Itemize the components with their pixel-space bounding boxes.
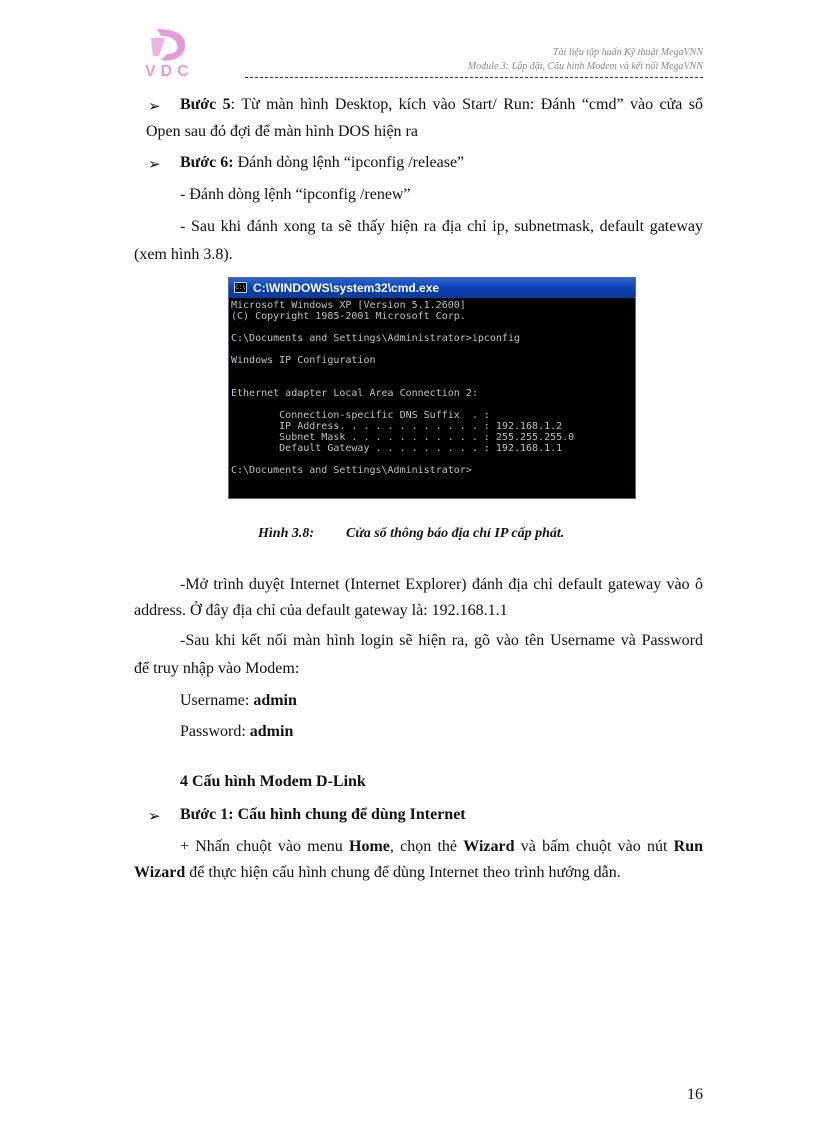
browser-line2: address. Ở đây địa chỉ của default gateway là: 192.168.1.1 [134, 602, 508, 619]
login-line1: -Sau khi kết nối màn hình login sẽ hiện ra, gõ vào tên Username và Password [180, 632, 703, 649]
plus-text-4: để thực hiện cấu hình chung để dùng Internet theo trình hướng dẫn. [185, 864, 621, 881]
console-line [231, 366, 635, 377]
vdc-logo [143, 26, 205, 78]
cmd-title: C:\WINDOWS\system32\cmd.exe [253, 281, 440, 295]
browser-line1: -Mở trình duyệt Internet (Internet Explorer) đánh địa chỉ default gateway vào ô [180, 576, 703, 593]
console-line: Subnet Mask . . . . . . . . . . . : 255.255.255.0 [231, 432, 575, 443]
console-line: Ethernet adapter Local Area Connection 2: [231, 388, 478, 399]
section-heading: 4 Cấu hình Modem D-Link [180, 773, 366, 790]
console-line: C:\Documents and Settings\Administrator>ipconfig [231, 333, 520, 344]
cmd-title-bar [229, 278, 635, 298]
username-value: admin [253, 692, 297, 709]
console-line: Connection-specific DNS Suffix . : [231, 410, 490, 421]
cmd-console-output [229, 298, 635, 476]
step5-line2: Open sau đó đợi để màn hình DOS hiện ra [146, 123, 418, 140]
console-line: Default Gateway . . . . . . . . . : 192.168.1.1 [231, 443, 563, 454]
header-divider [245, 77, 703, 78]
plus-text-1: + Nhấn chuột vào menu [180, 838, 350, 855]
console-line [231, 344, 635, 355]
after-line1: - Sau khi đánh xong ta sẽ thấy hiện ra địa chỉ ip, subnetmask, default gateway [180, 218, 703, 235]
after-line2: (xem hình 3.8). [134, 246, 233, 263]
plus-bold-wizard: Wizard [463, 838, 515, 855]
svg-text:VDC: VDC [145, 63, 194, 78]
password-label: Password: [180, 723, 250, 740]
step6-label: Bước 6: [180, 154, 234, 171]
username-label: Username: [180, 692, 254, 709]
console-line [231, 399, 635, 410]
figure-label: Hình 3.8: [258, 526, 315, 541]
console-line: C:\Documents and Settings\Administrator> [231, 465, 472, 476]
header-line-2: Module 3: Lắp đặt, Cấu hình Modem và kết nối MegaVNN [467, 61, 703, 72]
console-line: (C) Copyright 1985-2001 Microsoft Corp. [231, 311, 466, 322]
console-line: IP Address. . . . . . . . . . . . : 192.168.1.2 [231, 421, 563, 432]
step6-text: Đánh dòng lệnh “ipconfig /release” [233, 154, 465, 171]
figure-caption: Cửa sổ thông báo địa chỉ IP cấp phát. [346, 526, 565, 541]
console-line: Windows IP Configuration [231, 355, 376, 366]
plus-line2 [134, 858, 703, 888]
console-line [231, 377, 635, 388]
cmd-window-icon: C:\ [235, 284, 246, 291]
bullet-arrow-icon: ➢ [148, 157, 161, 173]
bullet-arrow-icon: ➢ [148, 99, 161, 115]
console-line: Microsoft Windows XP [Version 5.1.2600] [231, 300, 466, 311]
step5-line1 [180, 90, 703, 120]
step6-line [180, 148, 749, 178]
header-line-1: Tài liệu tập huấn Kỹ thuật MegaVNN [553, 47, 703, 58]
step1-heading: Bước 1: Cấu hình chung để dùng Internet [180, 806, 466, 823]
renew-line: - Đánh dòng lệnh “ipconfig /renew” [180, 186, 411, 203]
plus-text-2: , chọn thẻ [389, 838, 464, 855]
page-number: 16 [687, 1086, 703, 1103]
step5-label: Bước 5 [180, 96, 231, 113]
plus-bold-wizard-2: Wizard [134, 864, 186, 881]
plus-bold-run: Run [673, 838, 703, 855]
cmd-window-screenshot [228, 277, 636, 499]
console-line [231, 454, 635, 465]
login-line2: để truy nhập vào Modem: [134, 660, 300, 677]
console-line [231, 322, 635, 333]
bullet-arrow-icon: ➢ [148, 809, 161, 825]
step5-text: : Từ màn hình Desktop, kích vào Start/ Run: Đánh “cmd” vào cửa sổ [230, 96, 703, 113]
password-value: admin [249, 723, 294, 740]
password-line [180, 717, 749, 747]
username-line [180, 686, 749, 716]
plus-text-3: và bấm chuột vào nút [514, 838, 674, 855]
plus-bold-home: Home [349, 838, 390, 855]
